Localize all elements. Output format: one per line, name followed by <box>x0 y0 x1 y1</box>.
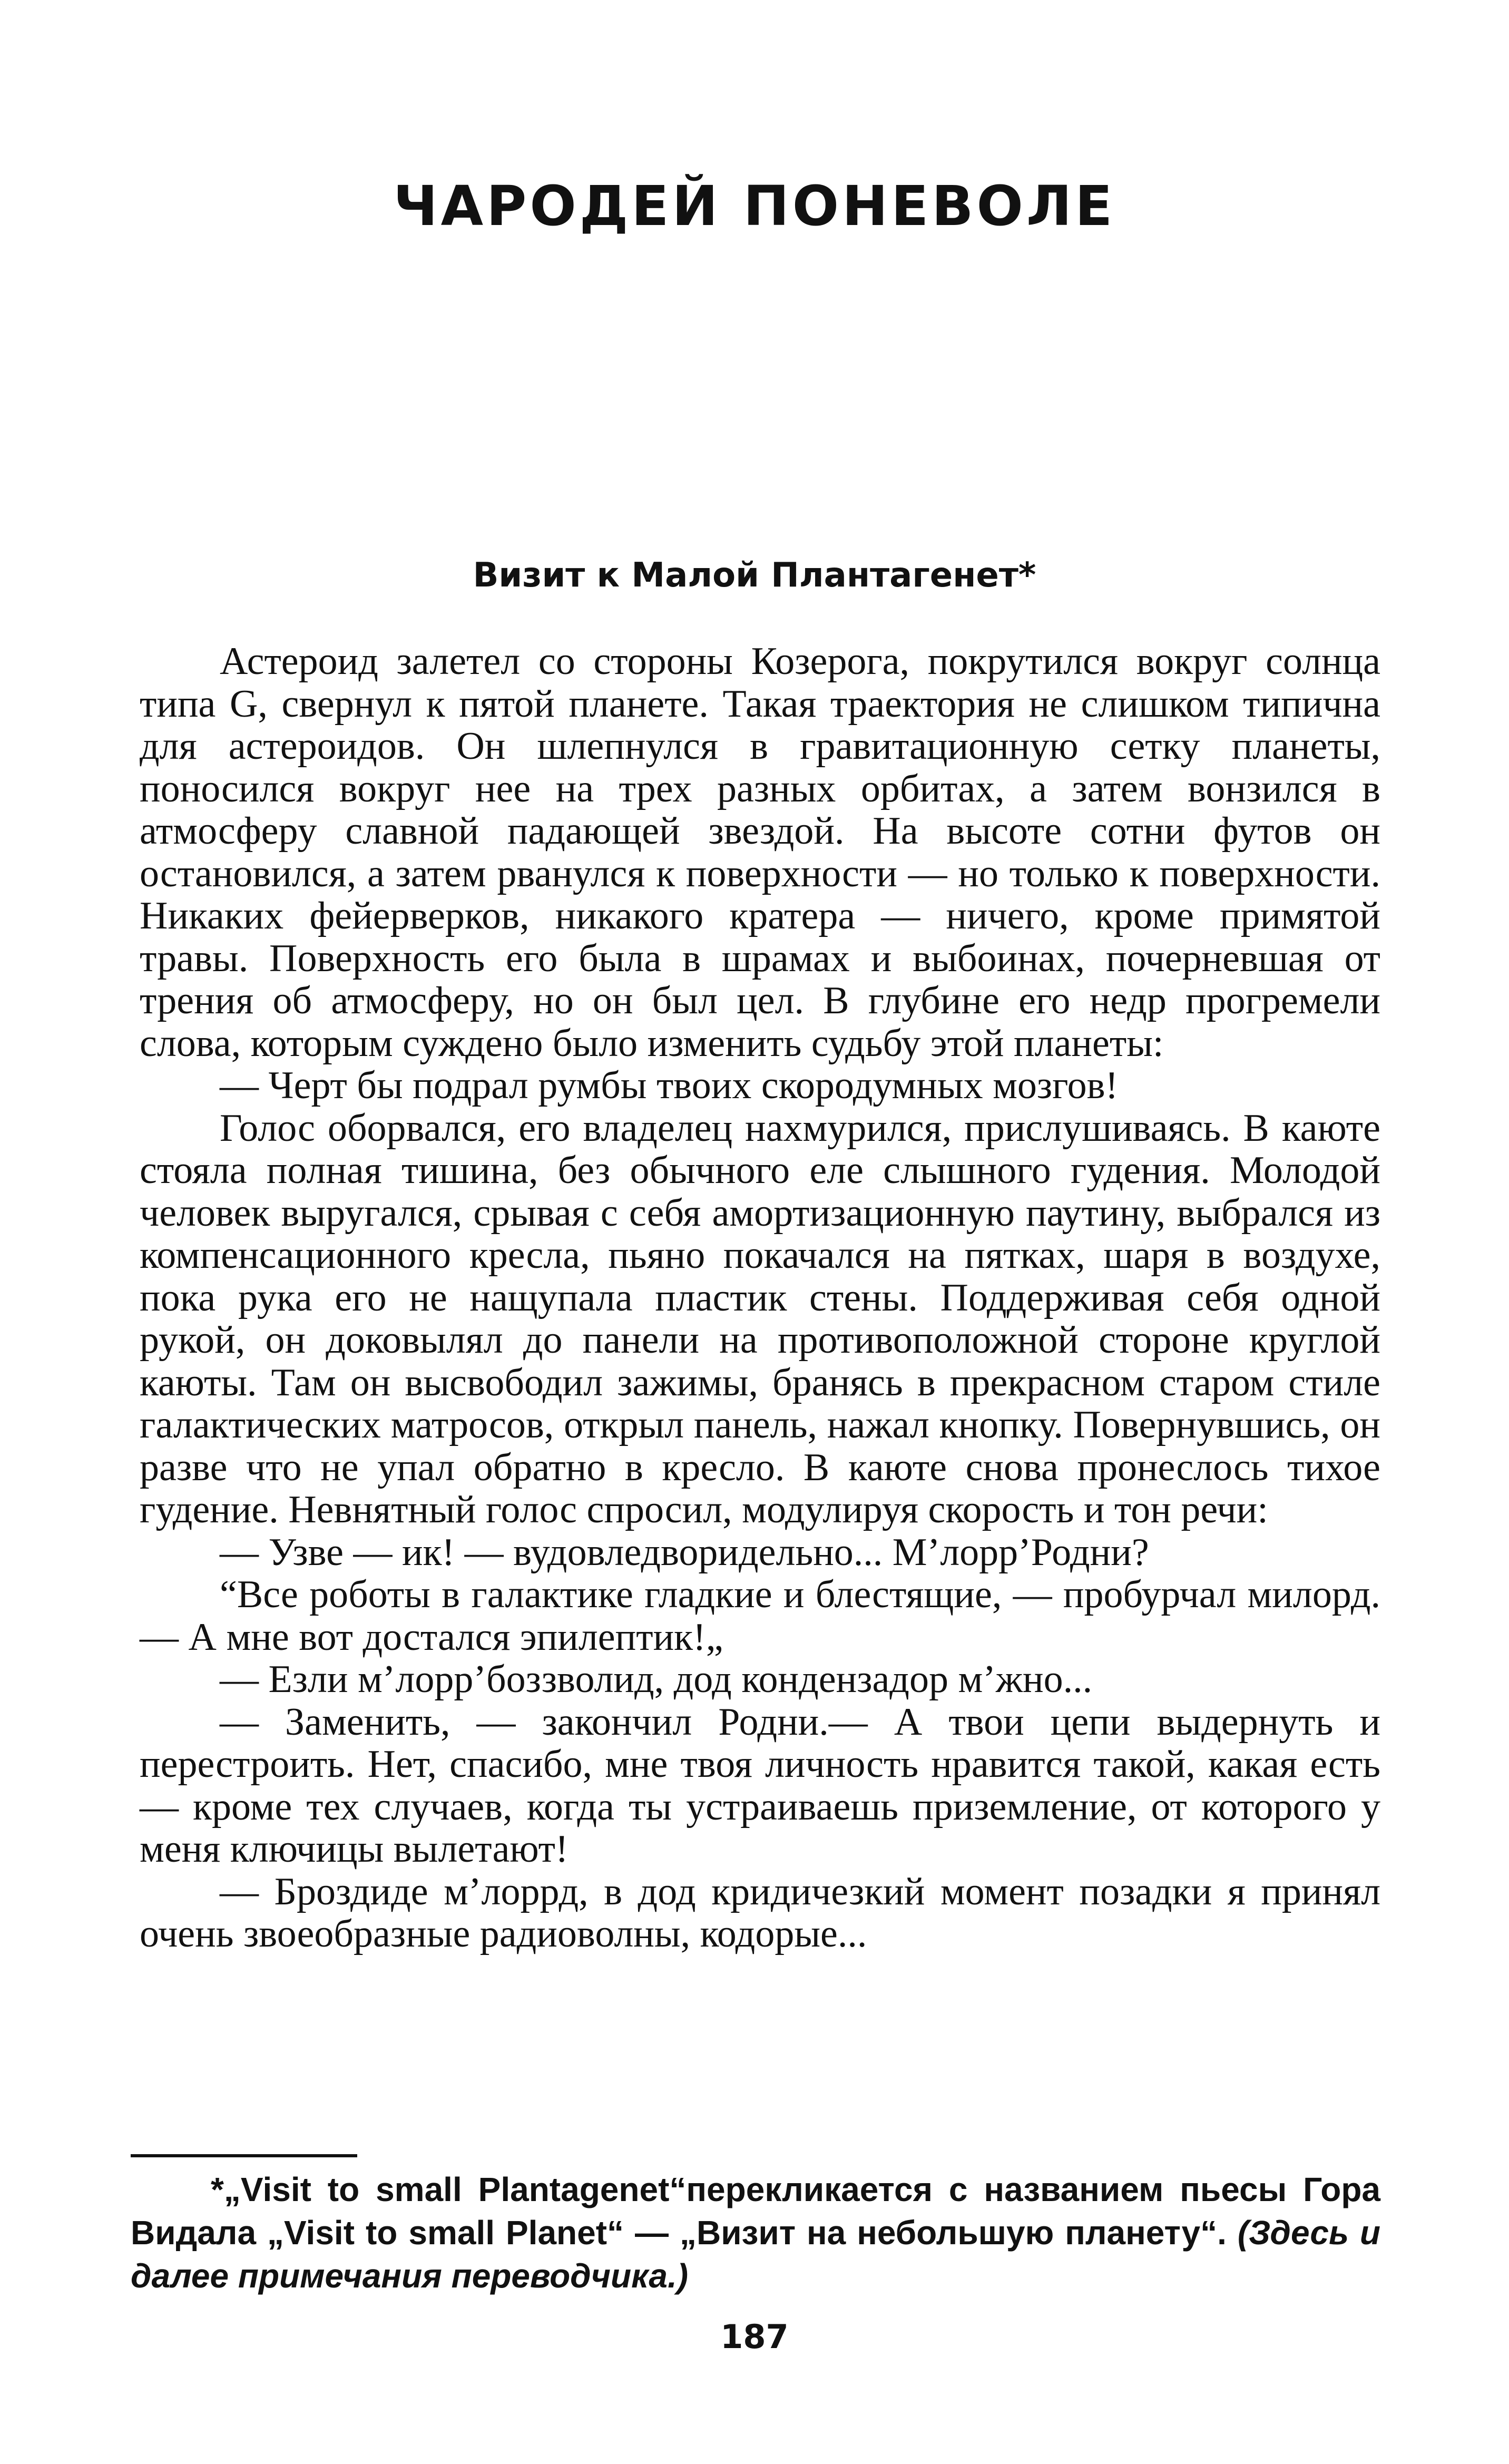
paragraph: — Броздиде м’лоррд, в дод кридичезкий момент позадки я принял очень звоеобразные радиоволны, кодорые... <box>140 1870 1380 1955</box>
paragraph: “Все роботы в галактике гладкие и блестящие, — пробурчал милорд.— А мне вот достался эпилептик!„ <box>140 1573 1380 1659</box>
book-title: ЧАРОДЕЙ ПОНЕВОЛЕ <box>393 174 1116 238</box>
footnote-body: *„Visit to small Plantagenet“перекликается с названием пьесы Гора Видала „Visit to small Planet“ — „Визит на небольшую планету“. <box>131 2170 1380 2252</box>
paragraph: — Черт бы подрал румбы твоих скородумных мозгов! <box>220 1064 1119 1107</box>
paragraph: — Узве — ик! — вудовледворидельно... М’лорр’Родни? <box>220 1530 1149 1574</box>
paragraph: Голос оборвался, его владелец нахмурился, прислушиваясь. В каюте стояла полная тишина, без обычного еле слышного гудения. Молодой человек выругался, срывая с себя амортизационную паутину, выбрался из компенсационного кресла, пьяно покачался на пятках, шаря в воздухе, пока рука его не нащупала пластик стены. Поддерживая себя одной рукой, он доковылял до панели на противоположной стороне круглой каюты. Там он высвободил зажимы, бранясь в прекрасном старом стиле галактических матросов, открыл панель, нажал кнопку. Повернувшись, он разве что не упал обратно в кресло. В каюте снова пронеслось тихое гудение. Невнятный голос спросил, модулируя скорость и тон речи: <box>140 1106 1380 1531</box>
paragraph: — Заменить, — закончил Родни.— А твои цепи выдернуть и перестроить. Нет, спасибо, мне твоя личность нравится такой, какая есть — кроме тех случаев, когда ты устраиваешь приземление, от которого у меня ключицы вылетают! <box>140 1700 1380 1871</box>
translator-note: (Здесь и далее примечания переводчика.) <box>131 2214 1380 2295</box>
footnote <box>131 2168 1380 2297</box>
chapter-title: Визит к Малой Плантагенет* <box>473 556 1036 595</box>
page-number: 187 <box>720 2318 789 2356</box>
footnote-divider <box>131 2154 357 2157</box>
footnote-text <box>131 2168 1380 2297</box>
paragraph: — Езли м’лорр’боззволид, дод кондензадор м’жно... <box>220 1658 1093 1701</box>
paragraph: Астероид залетел со стороны Козерога, покрутился вокруг солнца типа G, свернул к пятой планете. Такая траектория не слишком типична для астероидов. Он шлепнулся в гравитационную сетку планеты, поносился вокруг нее на трех разных орбитах, а затем вонзился в атмосферу славной падающей звездой. На высоте сотни футов он остановился, а затем рванулся к поверхности — но только к поверхности. Никаких фейерверков, никакого кратера — ничего, кроме примятой травы. Поверхность его была в шрамах и выбоинах, почерневшая от трения об атмосферу, но он был цел. В глубине его недр прогремели слова, которым суждено было изменить судьбу этой планеты: <box>140 640 1380 1065</box>
body-text <box>140 640 1380 1955</box>
